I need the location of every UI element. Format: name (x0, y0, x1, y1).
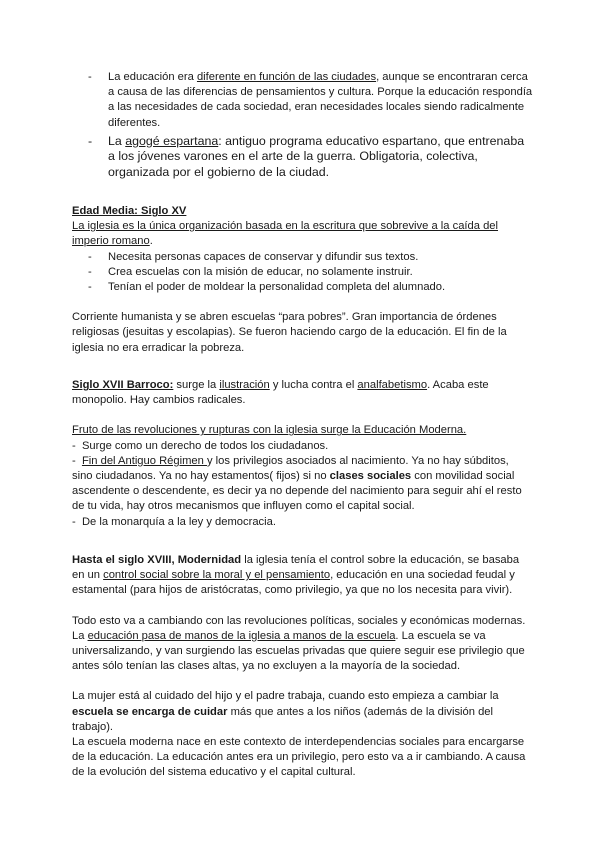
underlined-phrase: diferente en función de las ciudades (196, 71, 377, 83)
bold-phrase: escuela se encarga de cuidar (72, 705, 228, 718)
section-modernidad (72, 553, 530, 781)
bullet-text: La (108, 133, 126, 148)
paragraph (72, 689, 530, 735)
list-text: Necesita personas capaces de conservar y difundir sus textos. (108, 250, 419, 263)
text-run: más que antes a los niños (además de la división del trabajo). (72, 705, 494, 733)
paragraph (72, 378, 530, 408)
dash-marker: - (88, 265, 92, 278)
edad-media-list (88, 250, 530, 296)
list-text: Crea escuelas con la misión de educar, no solamente instruir. (108, 265, 413, 278)
text-run: y lucha contra el (269, 379, 358, 391)
paragraph: Corriente humanista y se abren escuelas “para pobres”. Gran importancia de órdenes religiosas (jesuitas y escolapias). Se fueron haciendo cargo de la educación. El fin de la iglesia no era erradicar la pobreza. (72, 311, 507, 354)
section-heading: Hasta el siglo XVIII, Modernidad (72, 554, 242, 566)
dash-marker: - (88, 250, 92, 263)
list-text: Tenían el poder de moldear la personalidad completa del alumnado. (108, 281, 446, 294)
line-text: con movilidad social ascendente o descendente, es decir ya no depende del nacimiento para seguir ahí el resto de tu vida, hay otros mecanismos que influyen como el capital social. (72, 470, 522, 513)
dash-marker: - (72, 454, 76, 467)
barroco-line (72, 439, 530, 454)
section-barroco (72, 378, 530, 530)
list-item (88, 70, 533, 131)
line-text: y los privilegios asociados al nacimiento. Ya no hay súbditos, sino ciudadanos. Ya no hay estamentos( fijos) si no (72, 454, 509, 483)
text-run: Todo esto va a cambiando con las revoluciones políticas, sociales y económicas modernas. La (72, 614, 526, 642)
text-run: . La escuela se va universalizando, y van surgiendo las escuelas privadas que quiere seguir ese privilegio que antes sólo tenían las clases altas, ya no excluyen a la mayoría de la sociedad. (72, 629, 525, 673)
dash-marker: - (72, 439, 76, 452)
line-text: De la monarquía a la ley y democracia. (81, 515, 276, 528)
list-item (88, 265, 530, 280)
dash-marker: - (88, 133, 93, 148)
barroco-line (72, 454, 530, 515)
list-item (88, 280, 530, 295)
bullet-text: La educación era (108, 71, 197, 83)
text-run: surge la (173, 379, 220, 391)
intro-end: . (149, 235, 153, 248)
underlined-phrase: Fin del Antiguo Régimen (81, 454, 207, 467)
paragraph (72, 553, 530, 599)
bold-phrase: clases sociales (329, 470, 412, 483)
list-item (88, 250, 530, 265)
bullet-text: , aunque se encontraran cerca a causa de las diferencias de pensamientos y cultura. Porque la educación respondía a las necesidades de cada sociedad, eran necesidades locales siendo radicalmente diferentes. (108, 71, 533, 129)
section-edad-media (72, 204, 530, 356)
text-run: la iglesia tenía el control sobre la educación, se basaba en un (72, 554, 520, 582)
section-heading: Siglo XVII Barroco: (72, 379, 174, 391)
dash-marker: - (72, 515, 76, 528)
paragraph (72, 614, 530, 675)
underlined-phrase: La iglesia es la única organización basada en la escritura que sobrevive a la caída del imperio romano (72, 220, 499, 248)
underlined-phrase: ilustración (219, 379, 270, 391)
underlined-phrase: control social sobre la moral y el pensamiento (103, 569, 331, 582)
underlined-phrase: agogé espartana (125, 133, 219, 148)
bullet-text: : antiguo programa educativo espartano, que entrenaba a los jóvenes varones en el arte de la guerra. Obligatoria, colectiva, organizada por el gobierno de la ciudad. (108, 133, 525, 179)
barroco-line (72, 515, 530, 530)
underlined-phrase: analfabetismo (357, 379, 428, 391)
list-item (88, 134, 533, 181)
subheading: Fruto de las revoluciones y rupturas con la iglesia surge la Educación Moderna. (72, 424, 467, 437)
dash-marker: - (88, 281, 92, 294)
dash-marker: - (88, 71, 92, 83)
section-heading: Edad Media: Siglo XV (72, 205, 187, 217)
paragraph: La escuela moderna nace en este contexto de interdependencias sociales para encargarse de la educación. La educación antes era un privilegio, pero esto va a ir cambiando. A causa de la evolución del sistema educativo y el capital cultural. (72, 736, 526, 779)
text-run: , educación en una sociedad feudal y estamental (para hijos de aristócratas, como privilegio, ya que no los necesita para vivir). (72, 569, 515, 597)
underlined-phrase: educación pasa de manos de la iglesia a manos de la escuela (87, 629, 396, 642)
line-text: Surge como un derecho de todos los ciudadanos. (81, 439, 329, 452)
text-run: . Acaba este monopolio. Hay cambios radicales. (72, 379, 489, 407)
intro-bullet-list (88, 70, 533, 184)
text-run: La mujer está al cuidado del hijo y el padre trabaja, cuando esto empieza a cambiar la (72, 690, 499, 703)
